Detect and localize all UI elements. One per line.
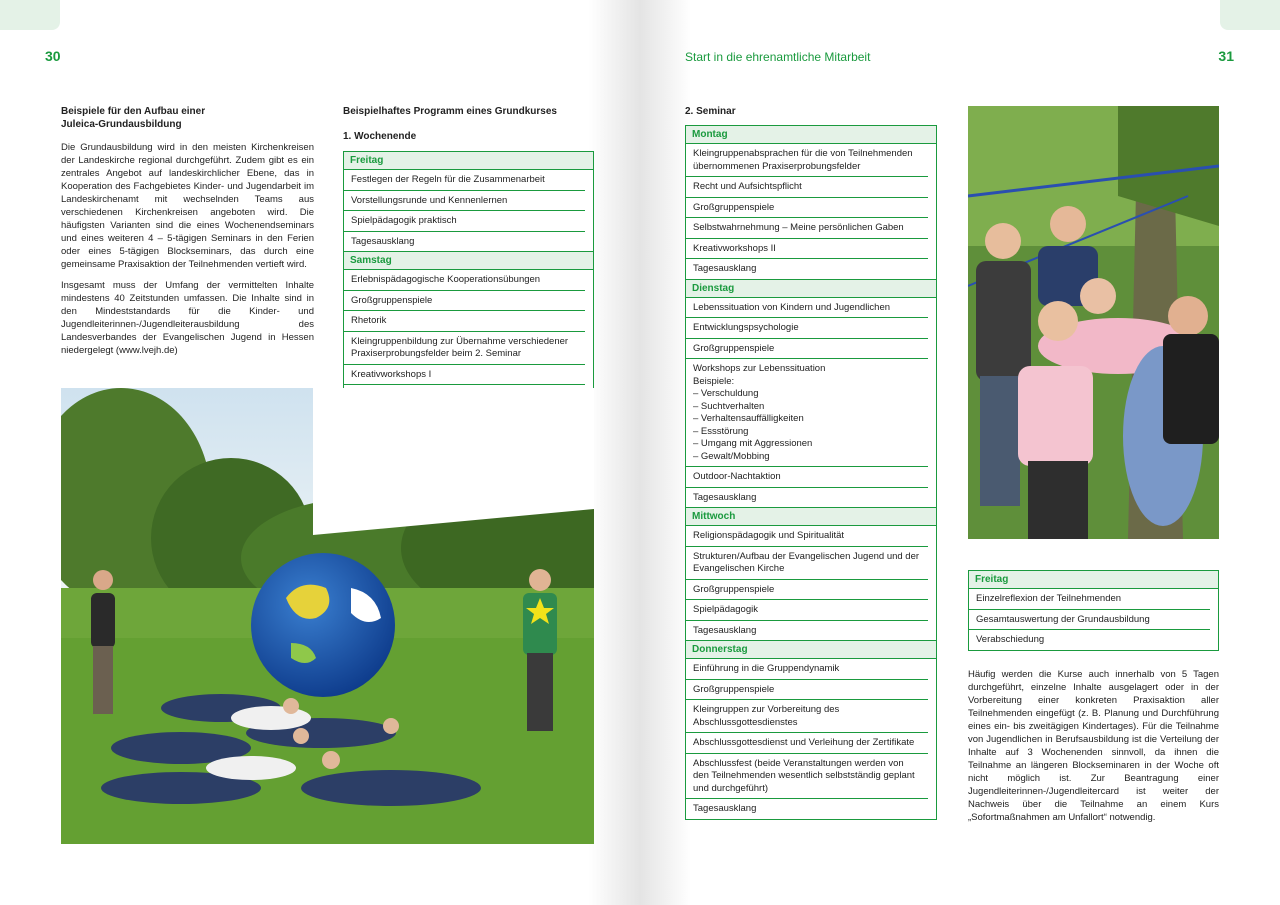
schedule-item: Outdoor-Nachtaktion: [686, 467, 928, 488]
schedule-item: Spielpädagogik praktisch: [344, 211, 585, 232]
day-header: Mittwoch: [686, 507, 936, 526]
day-header: Montag: [686, 126, 936, 144]
photo-trust-exercise-image: [968, 106, 1219, 539]
day-header: Donnerstag: [686, 640, 936, 659]
corner-tab: [1220, 0, 1280, 30]
schedule-item: Strukturen/Aufbau der Evangelischen Jugend und der Evangelischen Kirche: [686, 547, 928, 580]
schedule-item: Einführung in die Gruppendynamik: [686, 659, 928, 680]
intro-block: [61, 105, 314, 365]
schedule-item: Kreativworkshops I: [344, 365, 585, 386]
schedule-item: Rhetorik: [344, 311, 585, 332]
schedule-item: Tagesausklang: [693, 263, 757, 274]
section1-heading: 1. Wochenende: [343, 131, 417, 142]
schedule-item: Festlegen der Regeln für die Zusammenarbeit: [344, 170, 585, 191]
schedule-item: Großgruppenspiele: [344, 291, 585, 312]
closing-paragraph: Häufig werden die Kurse auch innerhalb von 5 Tagen durchgeführt, einzelne Inhalte ausgelagert oder in der Vorbereitung einer konkreten Praxisaktion aller Teilnehmenden eingefügt (z. B. Planung und Durchführung eines ein- bis zweitägigen Kindertages). Für die Teilnahme von Jugendlichen in Berufsausbildung ist die Verteilung der Inhalte auf 3 Wochenenden sinnvoll, da ihnen die Teilnahme an längeren Blockseminaren in der Woche oft nicht möglich ist. Zur Beantragung einer Jugendleiterinnen-/Jugendleitercard ist weiter der Nachweis über die Teilnahme an einem Kurs „Sofortmaßnahmen am Unfallort“ notwendig.: [968, 669, 1219, 823]
corner-tab: [0, 0, 60, 30]
schedule-item: Selbstwahrnehmung – Meine persönlichen Gaben: [686, 218, 928, 239]
intro-paragraph-2: Insgesamt muss der Umfang der vermittelten Inhalte mindestens 40 Zeitstunden umfassen. Die Inhalte sind in den Mindeststandards für die Kinder- und Jugendleiterinnen-/Jugendleiterausbildung des Landesverbandes der Evangelischen Jugend in Hessen niedergelegt (www.lvejh.de): [61, 280, 314, 356]
schedule-item: Recht und Aufsichtspflicht: [686, 177, 928, 198]
intro-paragraph-1: Die Grundausbildung wird in den meisten Kirchenkreisen der Landeskirche regional durchgeführt. Zudem gibt es ein zentrales Angebot auf landeskirchlicher Ebene, das in Kooperation des Fachgebietes Kinder- und Jugendarbeit im Landeskirchenamt mit wechselnden Teams aus verschiedenen Kirchenkreisen angeboten wird. Die häufigsten Varianten sind die eines Wochenendseminars und eines weiteren 4 – 5-tägigen Seminars in den Ferien oder eines 5-tägigen Blockseminars, das durch eine gemeinsame Praxisaktion der Teilnehmenden vertieft wird.: [61, 142, 314, 270]
schedule-item: Tagesausklang: [693, 624, 757, 636]
schedule-item: Kleingruppenbildung zur Übernahme verschiedener Praxiserprobungsfelder beim 2. Seminar: [344, 332, 585, 365]
schedule-item: Workshops zur Lebenssituation Beispiele: – Verschuldung – Suchtverhalten – Verhaltensauffälligkeiten – Essstörung – Umgang mit Aggressionen – Gewalt/Mobbing: [686, 359, 928, 467]
schedule-item: Spielpädagogik: [686, 600, 928, 621]
program-heading: Beispielhaftes Programm eines Grundkurses: [343, 106, 557, 117]
day-header: Dienstag: [686, 279, 936, 298]
photo-globe-group: [61, 388, 594, 844]
schedule-item: Abschlussfest (beide Veranstaltungen werden von den Teilnehmenden wesentlich selbstständig geplant und durchgeführt): [686, 754, 928, 800]
schedule-item: Großgruppenspiele: [686, 580, 928, 601]
schedule-item: Tagesausklang: [693, 491, 757, 503]
schedule-item: Großgruppenspiele: [686, 198, 928, 219]
running-title: Start in die ehrenamtliche Mitarbeit: [685, 50, 871, 64]
right-page: [640, 0, 1280, 905]
page-number-right: 31: [1218, 48, 1234, 64]
schedule-item: Tagesausklang: [351, 235, 415, 247]
day-header: Freitag: [344, 152, 593, 170]
schedule-item: Religionspädagogik und Spiritualität: [686, 526, 928, 547]
photo-globe-group-image: [61, 388, 594, 844]
page-number-left: 30: [45, 48, 61, 64]
schedule-item: Vorstellungsrunde und Kennenlernen: [344, 191, 585, 212]
schedule-item: Großgruppenspiele: [686, 680, 928, 701]
photo-trust-exercise: [968, 106, 1219, 539]
schedule-item: Kleingruppen zur Vorbereitung des Abschlussgottesdienstes: [686, 700, 928, 733]
schedule-item: Entwicklungspsychologie: [686, 318, 928, 339]
schedule-item: Lebenssituation von Kindern und Jugendlichen: [686, 298, 928, 319]
intro-text: [61, 141, 314, 357]
seminar-schedule-table: [685, 125, 937, 820]
schedule-item: Erlebnispädagogische Kooperationsübungen: [344, 270, 585, 291]
day-header: Freitag: [969, 571, 1218, 589]
schedule-item: Kleingruppenabsprachen für die von Teilnehmenden übernommenen Praxiserprobungsfelder: [686, 144, 928, 177]
schedule-item: Großgruppenspiele: [686, 339, 928, 360]
friday-schedule-table: [968, 570, 1219, 651]
schedule-item: Verabschiedung: [976, 634, 1045, 645]
intro-heading: Beispiele für den Aufbau einer Juleica-Grundausbildung: [61, 106, 206, 130]
schedule-item: Einzelreflexion der Teilnehmenden: [969, 589, 1210, 610]
schedule-item: Gesamtauswertung der Grundausbildung: [969, 610, 1210, 631]
section2-heading: 2. Seminar: [685, 106, 736, 117]
schedule-item: Kreativworkshops II: [686, 239, 928, 260]
day-header: Samstag: [344, 251, 593, 270]
schedule-item: Tagesausklang: [693, 803, 757, 814]
schedule-item: Abschlussgottesdienst und Verleihung der Zertifikate: [686, 733, 928, 754]
